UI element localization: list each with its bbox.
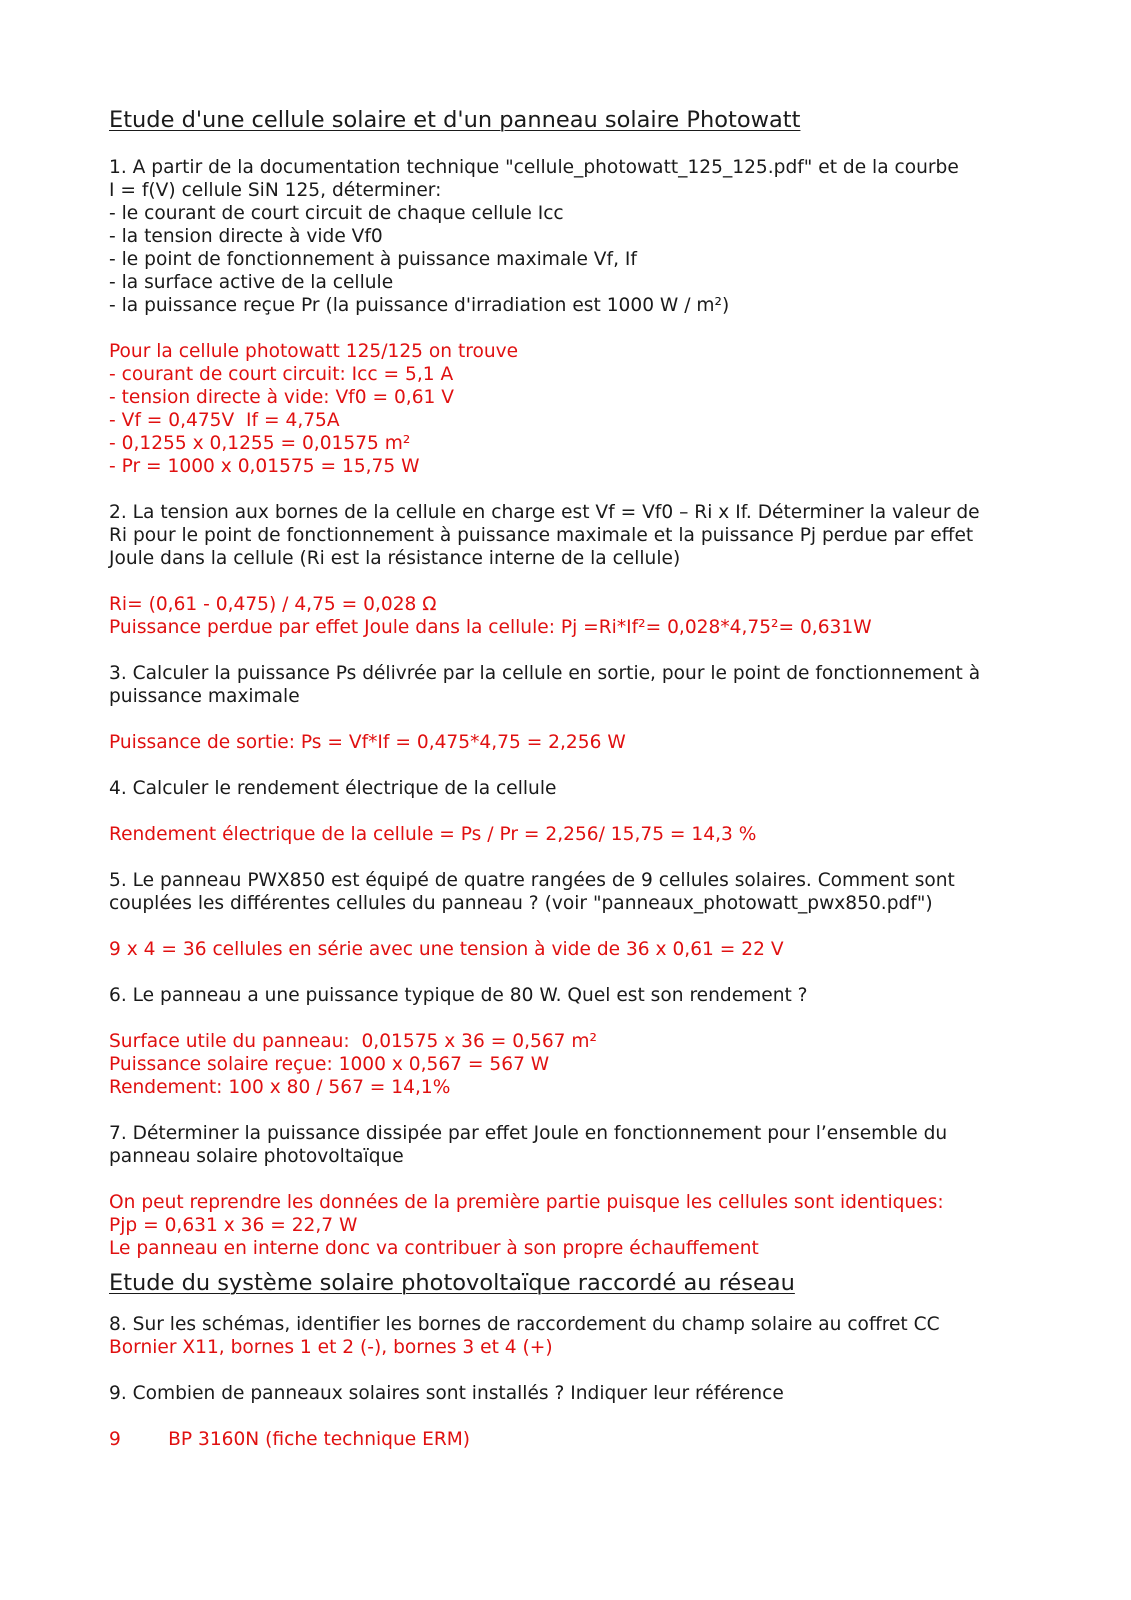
question-1-line: - la tension directe à vide Vf0 xyxy=(109,226,383,247)
question-1-line: - le courant de court circuit de chaque cellule Icc xyxy=(109,203,564,224)
answer-6-line: Rendement: 100 x 80 / 567 = 14,1% xyxy=(109,1077,451,1098)
question-6-line: 6. Le panneau a une puissance typique de 80 W. Quel est son rendement ? xyxy=(109,985,808,1006)
answer-7-line: Le panneau en interne donc va contribuer à son propre échauffement xyxy=(109,1238,759,1259)
question-7-line: 7. Déterminer la puissance dissipée par effet Joule en fonctionnement pour l’ensemble du xyxy=(109,1123,948,1144)
question-1-line: - le point de fonctionnement à puissance maximale Vf, If xyxy=(109,249,637,270)
answer-6-line: Surface utile du panneau: 0,01575 x 36 = 0,567 m² xyxy=(109,1031,597,1052)
question-4 xyxy=(109,777,1021,800)
answer-9 xyxy=(109,1428,1021,1451)
answer-1-line: - 0,1255 x 0,1255 = 0,01575 m² xyxy=(109,433,411,454)
answer-3 xyxy=(109,731,1021,754)
question-5 xyxy=(109,869,1021,915)
question-4-line: 4. Calculer le rendement électrique de la cellule xyxy=(109,778,557,799)
answer-2-line: Ri= (0,61 - 0,475) / 4,75 = 0,028 Ω xyxy=(109,594,437,615)
question-8 xyxy=(109,1313,1021,1336)
question-6 xyxy=(109,984,1021,1007)
section-title-cell-study: Etude d'une cellule solaire et d'un panneau solaire Photowatt xyxy=(109,107,801,133)
answer-7 xyxy=(109,1191,1021,1260)
answer-1-line: - Pr = 1000 x 0,01575 = 15,75 W xyxy=(109,456,420,477)
question-1 xyxy=(109,156,1021,317)
question-2-line: Ri pour le point de fonctionnement à puissance maximale et la puissance Pj perdue par effet xyxy=(109,525,974,546)
answer-2-line: Puissance perdue par effet Joule dans la cellule: Pj =Ri*If²= 0,028*4,75²= 0,631W xyxy=(109,617,872,638)
section-title-grid-system: Etude du système solaire photovoltaïque raccordé au réseau xyxy=(109,1270,795,1296)
answer-4 xyxy=(109,823,1021,846)
question-5-line: couplées les différentes cellules du panneau ? (voir "panneaux_photowatt_pwx850.pdf") xyxy=(109,893,933,914)
answer-7-line: Pjp = 0,631 x 36 = 22,7 W xyxy=(109,1215,358,1236)
question-1-line: - la surface active de la cellule xyxy=(109,272,394,293)
answer-5 xyxy=(109,938,1021,961)
question-8-line: 8. Sur les schémas, identifier les bornes de raccordement du champ solaire au coffret CC xyxy=(109,1314,940,1335)
question-9-line: 9. Combien de panneaux solaires sont installés ? Indiquer leur référence xyxy=(109,1383,784,1404)
question-2 xyxy=(109,501,1021,570)
answer-9-line: 9 BP 3160N (fiche technique ERM) xyxy=(109,1429,471,1450)
answer-8 xyxy=(109,1336,1021,1359)
question-1-line: - la puissance reçue Pr (la puissance d'irradiation est 1000 W / m²) xyxy=(109,295,730,316)
answer-1-line: - courant de court circuit: Icc = 5,1 A xyxy=(109,364,454,385)
answer-2 xyxy=(109,593,1021,639)
answer-1-line: Pour la cellule photowatt 125/125 on trouve xyxy=(109,341,519,362)
question-1-line: I = f(V) cellule SiN 125, déterminer: xyxy=(109,180,442,201)
answer-1-line: - tension directe à vide: Vf0 = 0,61 V xyxy=(109,387,454,408)
question-3-line: puissance maximale xyxy=(109,686,300,707)
answer-5-line: 9 x 4 = 36 cellules en série avec une tension à vide de 36 x 0,61 = 22 V xyxy=(109,939,784,960)
question-3 xyxy=(109,662,1021,708)
question-2-line: Joule dans la cellule (Ri est la résistance interne de la cellule) xyxy=(109,548,681,569)
question-2-line: 2. La tension aux bornes de la cellule en charge est Vf = Vf0 – Ri x If. Déterminer la valeur de xyxy=(109,502,980,523)
answer-1-line: - Vf = 0,475V If = 4,75A xyxy=(109,410,340,431)
answer-1 xyxy=(109,340,1021,478)
answer-8-line: Bornier X11, bornes 1 et 2 (-), bornes 3 et 4 (+) xyxy=(109,1337,553,1358)
question-5-line: 5. Le panneau PWX850 est équipé de quatre rangées de 9 cellules solaires. Comment sont xyxy=(109,870,955,891)
question-3-line: 3. Calculer la puissance Ps délivrée par la cellule en sortie, pour le point de fonctionnement à xyxy=(109,663,981,684)
answer-6-line: Puissance solaire reçue: 1000 x 0,567 = 567 W xyxy=(109,1054,550,1075)
answer-6 xyxy=(109,1030,1021,1099)
answer-7-line: On peut reprendre les données de la première partie puisque les cellules sont identiques: xyxy=(109,1192,944,1213)
answer-3-line: Puissance de sortie: Ps = Vf*If = 0,475*4,75 = 2,256 W xyxy=(109,732,626,753)
question-7 xyxy=(109,1122,1021,1168)
answer-4-line: Rendement électrique de la cellule = Ps / Pr = 2,256/ 15,75 = 14,3 % xyxy=(109,824,757,845)
question-9 xyxy=(109,1382,1021,1405)
question-1-line: 1. A partir de la documentation technique "cellule_photowatt_125_125.pdf" et de la courbe xyxy=(109,157,959,178)
question-7-line: panneau solaire photovoltaïque xyxy=(109,1146,404,1167)
